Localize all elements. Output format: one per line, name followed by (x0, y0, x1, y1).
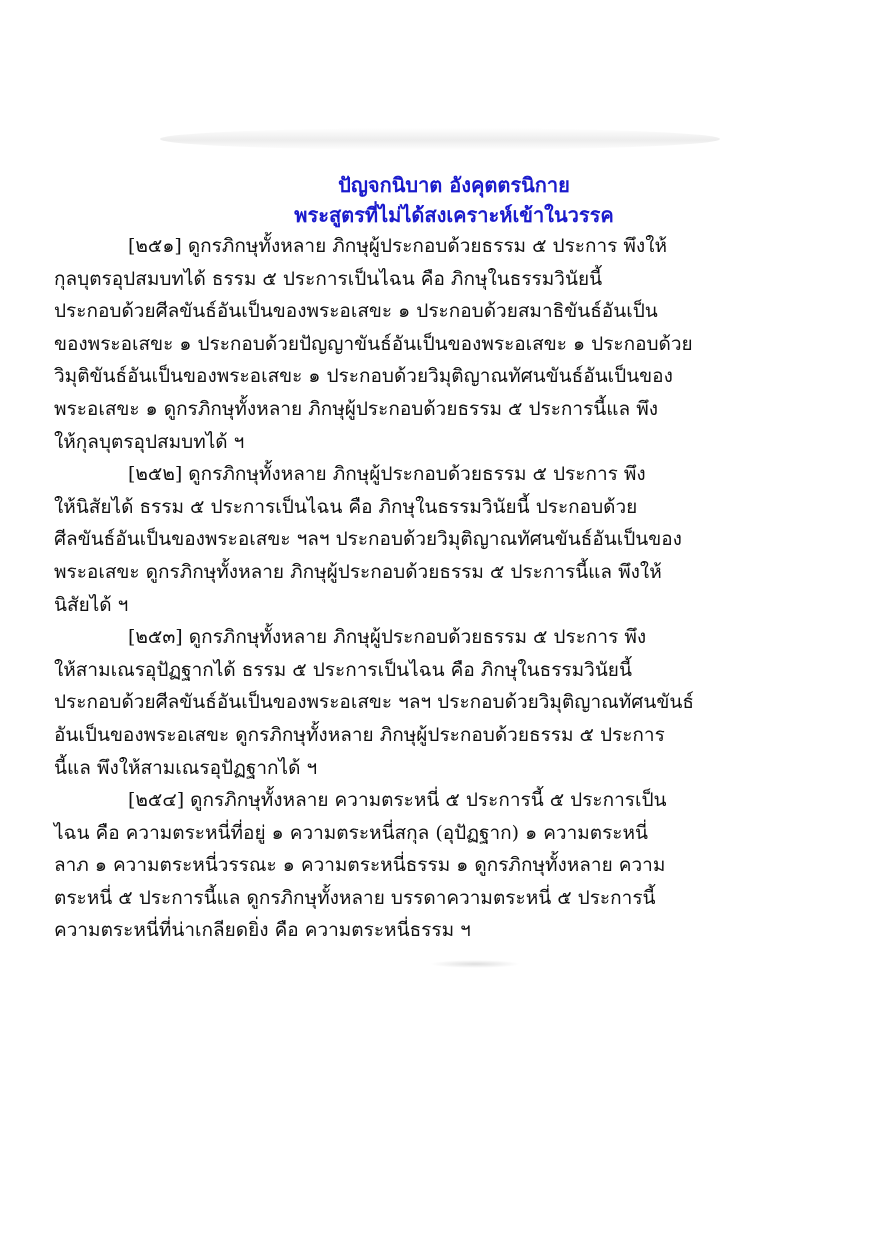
paragraph-line: ของพระอเสขะ ๑ ประกอบด้วยปัญญาขันธ์อันเป็นของพระอเสขะ ๑ ประกอบด้วย (54, 332, 693, 355)
paragraph-line: ให้นิสัยได้ ธรรม ๕ ประการเป็นไฉน คือ ภิกษุในธรรมวินัยนี้ ประกอบด้วย (54, 495, 638, 518)
paragraph-line: ตระหนี่ ๕ ประการนี้แล ดูกรภิกษุทั้งหลาย บรรดาความตระหนี่ ๕ ประการนี้ (54, 886, 656, 909)
paragraph-line: ศีลขันธ์อันเป็นของพระอเสขะ ฯลฯ ประกอบด้วยวิมุติญาณทัศนขันธ์อันเป็นของ (54, 528, 682, 551)
paragraph-line: ประกอบด้วยศีลขันธ์อันเป็นของพระอเสขะ ฯลฯ ประกอบด้วยวิมุติญาณทัศนขันธ์ (54, 691, 694, 714)
document-heading (54, 170, 814, 230)
paragraph-line: พระอเสขะ ดูกรภิกษุทั้งหลาย ภิกษุผู้ประกอบด้วยธรรม ๕ ประการนี้แล พึงให้ (54, 560, 662, 583)
paragraph-line: [๒๕๑] ดูกรภิกษุทั้งหลาย ภิกษุผู้ประกอบด้วยธรรม ๕ ประการ พึงให้ (128, 235, 667, 257)
paragraph-line: พระอเสขะ ๑ ดูกรภิกษุทั้งหลาย ภิกษุผู้ประกอบด้วยธรรม ๕ ประการนี้แล พึง (54, 397, 659, 420)
paragraph-line: ลาภ ๑ ความตระหนี่วรรณะ ๑ ความตระหนี่ธรรม ๑ ดูกรภิกษุทั้งหลาย ความ (54, 854, 666, 877)
paragraph-line: ให้กุลบุตรอุปสมบทได้ ฯ (54, 430, 245, 453)
paragraph-line: ให้สามเณรอุปัฏฐากได้ ธรรม ๕ ประการเป็นไฉน คือ ภิกษุในธรรมวินัยนี้ (54, 658, 632, 681)
paragraph-line: ความตระหนี่ที่น่าเกลียดยิ่ง คือ ความตระหนี่ธรรม ฯ (54, 919, 471, 942)
paragraph-254 (54, 784, 814, 947)
paragraph-line: นี้แล พึงให้สามเณรอุปัฏฐากได้ ฯ (54, 756, 318, 779)
paragraph-line: ไฉน คือ ความตระหนี่ที่อยู่ ๑ ความตระหนี่สกุล (อุปัฏฐาก) ๑ ความตระหนี่ (54, 821, 649, 844)
paragraph-line: [๒๕๓] ดูกรภิกษุทั้งหลาย ภิกษุผู้ประกอบด้วยธรรม ๕ ประการ พึง (128, 626, 647, 649)
heading-line-1: ปัญจกนิบาต อังคุตตรนิกาย (338, 173, 570, 197)
heading-line-2: พระสูตรที่ไม่ได้สงเคราะห์เข้าในวรรค (294, 203, 614, 227)
scan-artifact (430, 960, 520, 968)
document-body (54, 170, 814, 947)
paragraph-line: อันเป็นของพระอเสขะ ดูกรภิกษุทั้งหลาย ภิกษุผู้ประกอบด้วยธรรม ๕ ประการ (54, 723, 665, 746)
paragraph-line: นิสัยได้ ฯ (54, 593, 129, 616)
paragraph-line: กุลบุตรอุปสมบทได้ ธรรม ๕ ประการเป็นไฉน คือ ภิกษุในธรรมวินัยนี้ (54, 267, 603, 290)
paragraph-252 (54, 458, 814, 621)
paragraph-251 (54, 230, 814, 458)
paragraph-line: ประกอบด้วยศีลขันธ์อันเป็นของพระอเสขะ ๑ ประกอบด้วยสมาธิขันธ์อันเป็น (54, 300, 658, 323)
scan-shadow (160, 128, 720, 150)
paragraph-line: [๒๕๒] ดูกรภิกษุทั้งหลาย ภิกษุผู้ประกอบด้วยธรรม ๕ ประการ พึง (128, 463, 646, 486)
paragraph-line: วิมุติขันธ์อันเป็นของพระอเสขะ ๑ ประกอบด้วยวิมุติญาณทัศนขันธ์อันเป็นของ (54, 365, 673, 388)
paragraph-line: [๒๕๔] ดูกรภิกษุทั้งหลาย ความตระหนี่ ๕ ประการนี้ ๕ ประการเป็น (128, 789, 667, 812)
paragraph-253 (54, 621, 814, 784)
